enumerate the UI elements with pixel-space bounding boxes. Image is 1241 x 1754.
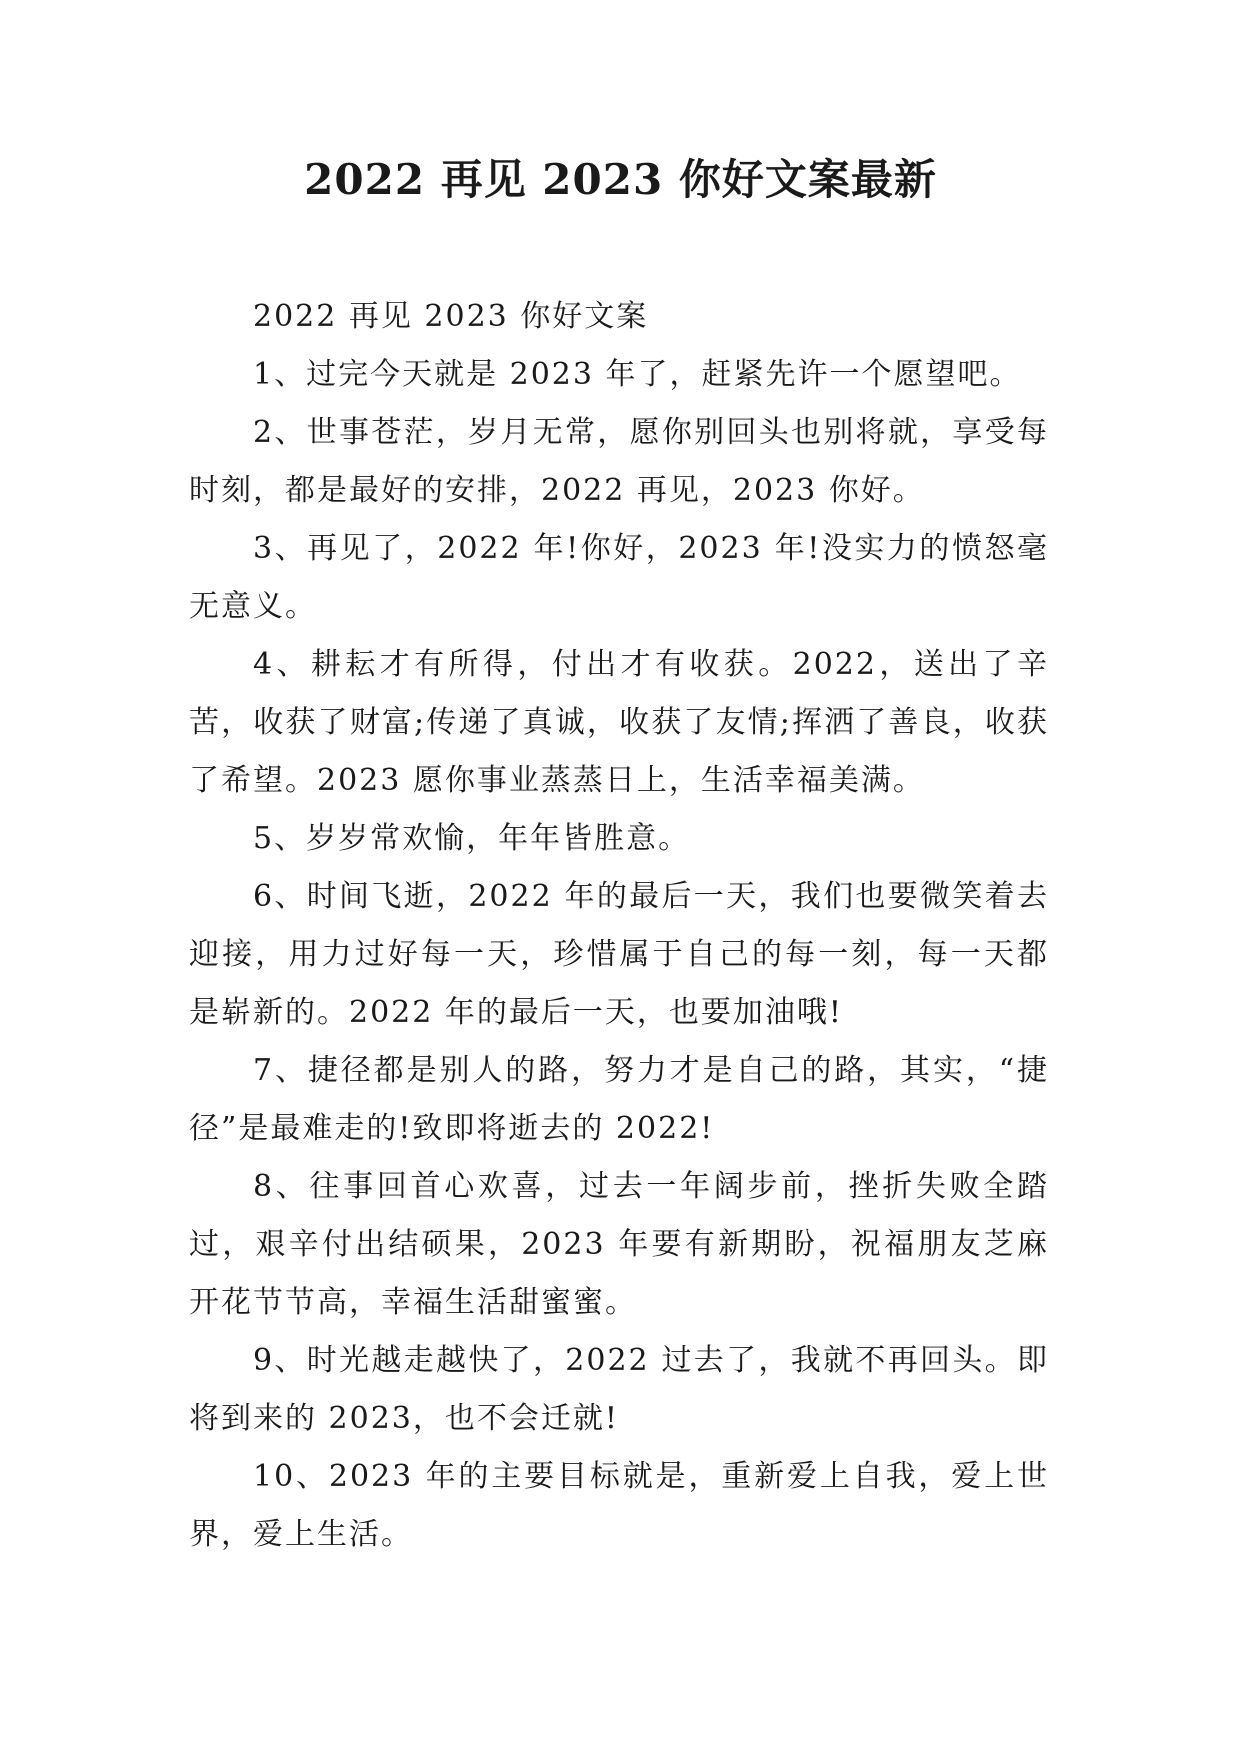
paragraph-8: 8、往事回首心欢喜，过去一年阔步前，挫折失败全踏过，艰辛付出结硕果，2023 年要有新期盼，祝福朋友芝麻开花节节高，幸福生活甜蜜蜜。 <box>189 1169 1049 1320</box>
paragraph-6: 6、时间飞逝，2022 年的最后一天，我们也要微笑着去迎接，用力过好每一天，珍惜属于自己的每一刻，每一天都是崭新的。2022 年的最后一天，也要加油哦! <box>189 879 1049 1030</box>
paragraph-10: 10、2023 年的主要目标就是，重新爱上自我，爱上世界，爱上生活。 <box>189 1459 1049 1552</box>
paragraph-7: 7、捷径都是别人的路，努力才是自己的路，其实，“捷径”是最难走的!致即将逝去的 2022! <box>189 1053 1049 1146</box>
document-body <box>189 288 1049 1564</box>
paragraph-2: 2、世事苍茫，岁月无常，愿你别回头也别将就，享受每时刻，都是最好的安排，2022 再见，2023 你好。 <box>189 415 1049 508</box>
paragraph-9: 9、时光越走越快了，2022 过去了，我就不再回头。即将到来的 2023，也不会迁就! <box>189 1343 1049 1436</box>
paragraph-3: 3、再见了，2022 年!你好，2023 年!没实力的愤怒毫无意义。 <box>189 531 1049 624</box>
document-subtitle: 2022 再见 2023 你好文案 <box>253 299 649 334</box>
page-title: 2022 再见 2023 你好文案最新 <box>304 155 937 204</box>
paragraph-1: 1、过完今天就是 2023 年了，赶紧先许一个愿望吧。 <box>253 357 1022 392</box>
paragraph-5: 5、岁岁常欢愉，年年皆胜意。 <box>253 821 691 856</box>
paragraph-4: 4、耕耘才有所得，付出才有收获。2022，送出了辛苦，收获了财富;传递了真诚，收获了友情;挥洒了善良，收获了希望。2023 愿你事业蒸蒸日上，生活幸福美满。 <box>189 647 1049 798</box>
